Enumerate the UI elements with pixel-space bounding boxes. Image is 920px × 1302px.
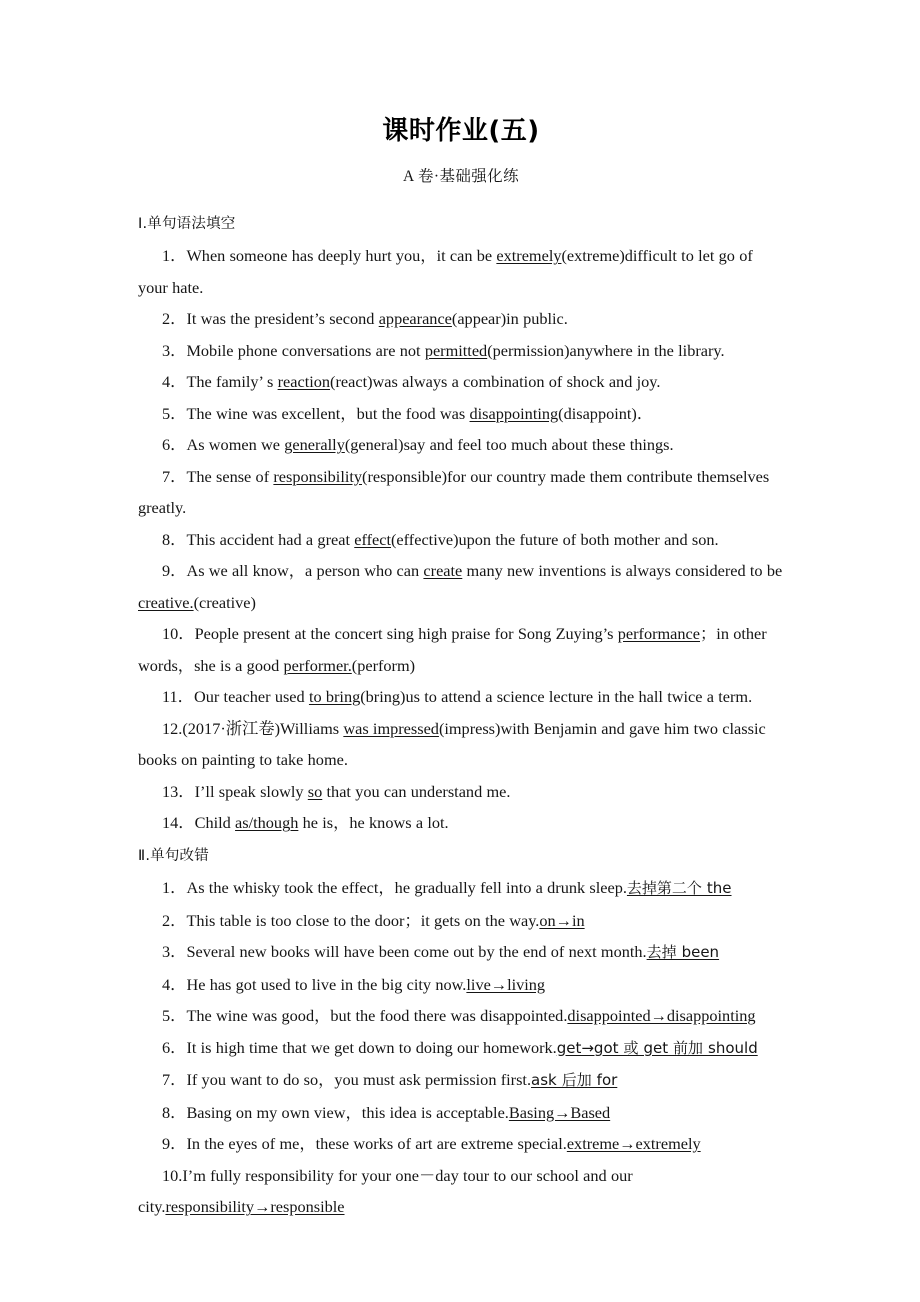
question-number: 10. [162, 1165, 183, 1185]
question-text: As we all know，a person who can [186, 561, 424, 581]
answer-text: live→living [466, 974, 546, 994]
section-heading: Ⅰ.单句语法填空 [138, 215, 236, 232]
question-item [138, 524, 784, 556]
question-number: 4． [162, 974, 187, 994]
question-text: Mobile phone conversations are not [186, 340, 425, 360]
question-number: 7． [162, 466, 187, 486]
answer-text: responsibility [273, 466, 363, 486]
question-item [138, 303, 784, 335]
question-item [138, 1064, 784, 1097]
question-item [138, 872, 784, 905]
question-text: (permission)anywhere in the library. [487, 340, 725, 360]
question-list [138, 240, 784, 839]
question-number: 5． [162, 1006, 187, 1026]
question-text: The wine was excellent，but the food was [186, 403, 470, 423]
question-text: Child [194, 813, 236, 833]
answer-text: performer. [283, 655, 352, 675]
question-text: (perform) [351, 655, 416, 675]
question-text: Our teacher used [193, 687, 309, 707]
question-number: 7． [162, 1070, 187, 1090]
question-item [138, 461, 784, 524]
question-text: If you want to do so，you must ask permission first. [186, 1070, 532, 1090]
question-number: 9． [162, 1134, 187, 1154]
answer-text: create [423, 561, 463, 581]
question-number: 12. [162, 718, 183, 738]
question-text: (disappoint)． [558, 403, 654, 423]
question-text: It was the president’s second [186, 309, 379, 329]
question-item [138, 1000, 784, 1032]
question-item [138, 555, 784, 618]
question-number: 8． [162, 1102, 187, 1122]
question-item [138, 713, 784, 776]
question-text: This accident had a great [186, 529, 355, 549]
answer-text: effect [354, 529, 392, 549]
question-item [138, 398, 784, 430]
answer-text: get→got 或 get 前加 should [556, 1038, 758, 1057]
answer-text: creative. [138, 592, 194, 612]
question-text: ；in other words，she is a good [138, 624, 767, 675]
question-text: It is high time that we get down to doing our homework. [186, 1037, 557, 1057]
question-item [138, 936, 784, 969]
question-text: I’m fully responsibility for your one－day tour to our school and our city. [138, 1165, 633, 1217]
answer-text: on→in [539, 910, 585, 930]
question-text: I’ll speak slowly [194, 781, 308, 801]
answer-text: extremely [496, 246, 562, 266]
answer-text: 去掉第二个 the [626, 879, 732, 898]
question-text: People present at the concert sing high praise for Song Zuying’s [194, 624, 618, 644]
answer-text: Basing→Based [508, 1102, 611, 1122]
question-text: (appear)in public. [451, 309, 568, 329]
section-heading: Ⅱ.单句改错 [138, 847, 209, 864]
question-item [138, 335, 784, 367]
question-text: (impress)with Benjamin and gave him two classic books on painting to take home. [138, 718, 766, 770]
question-number: 3． [162, 942, 187, 962]
question-number: 10． [162, 624, 195, 644]
question-number: 2． [162, 309, 187, 329]
question-item [138, 429, 784, 461]
question-number: 3． [162, 340, 187, 360]
question-item [138, 776, 784, 808]
question-text: (2017·浙江卷)Williams [182, 718, 344, 738]
question-text: many new inventions is always considered to be [462, 561, 783, 581]
answer-text: 去掉 been [646, 943, 720, 962]
question-text: As the whisky took the effect，he gradually fell into a drunk sleep. [186, 878, 627, 898]
question-text: He has got used to live in the big city now. [186, 974, 467, 994]
answer-text: reaction [277, 372, 331, 392]
question-list [138, 872, 784, 1223]
question-item [138, 969, 784, 1001]
question-text: (bring)us to attend a science lecture in the hall twice a term. [360, 687, 753, 707]
page-content [138, 0, 784, 1223]
question-text: The family’ s [186, 372, 278, 392]
question-item [138, 807, 784, 839]
question-number: 1． [162, 878, 187, 898]
question-text: (react)was always a combination of shock and joy. [330, 372, 661, 392]
question-number: 4． [162, 372, 187, 392]
answer-text: permitted [424, 340, 488, 360]
question-text: he is，he knows a lot. [298, 813, 449, 833]
question-text: Basing on my own view，this idea is acceptable. [186, 1102, 509, 1122]
sections-container [138, 187, 784, 1223]
question-number: 1． [162, 246, 187, 266]
question-item [138, 618, 784, 681]
question-text: (general)say and feel too much about these things. [344, 435, 674, 455]
question-text: In the eyes of me，these works of art are extreme special. [186, 1134, 567, 1154]
question-item [138, 1097, 784, 1129]
question-text: Several new books will have been come out by the end of next month. [186, 942, 647, 962]
answer-text: performance [617, 624, 701, 644]
question-text: This table is too close to the door；it gets on the way. [186, 910, 540, 930]
question-text: The wine was good，but the food there was disappointed. [186, 1006, 568, 1026]
question-number: 8． [162, 529, 187, 549]
question-item [138, 1160, 784, 1223]
question-text: (responsible)for our country made them contribute themselves greatly. [138, 466, 770, 518]
question-text: As women we [186, 435, 285, 455]
question-text: (creative) [193, 592, 256, 612]
answer-text: to bring [308, 687, 361, 707]
question-text: When someone has deeply hurt you，it can be [186, 246, 497, 266]
question-number: 13． [162, 781, 195, 801]
question-text: (effective)upon the future of both mother and son. [391, 529, 719, 549]
question-item [138, 905, 784, 937]
answer-text: disappointing [469, 403, 559, 423]
answer-text: was impressed [343, 718, 439, 738]
question-text: that you can understand me. [322, 781, 511, 801]
question-item [138, 366, 784, 398]
page-title: 课时作业(五) [382, 116, 540, 146]
question-number: 14． [162, 813, 195, 833]
answer-text: as/though [235, 813, 299, 833]
answer-text: so [307, 781, 323, 801]
answer-text: extreme→extremely [566, 1134, 701, 1154]
answer-text: disappointed→disappointing [567, 1006, 756, 1026]
question-item [138, 1128, 784, 1160]
answer-text: responsibility→responsible [165, 1197, 345, 1217]
question-number: 9． [162, 561, 187, 581]
question-item [138, 681, 784, 713]
answer-text: appearance [378, 309, 452, 329]
question-number: 11． [162, 687, 194, 707]
answer-text: ask 后加 for [531, 1071, 618, 1090]
question-number: 6． [162, 1037, 187, 1057]
question-item [138, 1032, 784, 1065]
answer-text: generally [284, 435, 345, 455]
question-number: 2． [162, 910, 187, 930]
question-number: 6． [162, 435, 187, 455]
page-subtitle: A 卷·基础强化练 [403, 168, 519, 186]
question-text: The sense of [186, 466, 274, 486]
question-item [138, 240, 784, 303]
question-text: (extreme)difficult to let go of your hate. [138, 246, 753, 297]
question-number: 5． [162, 403, 187, 423]
